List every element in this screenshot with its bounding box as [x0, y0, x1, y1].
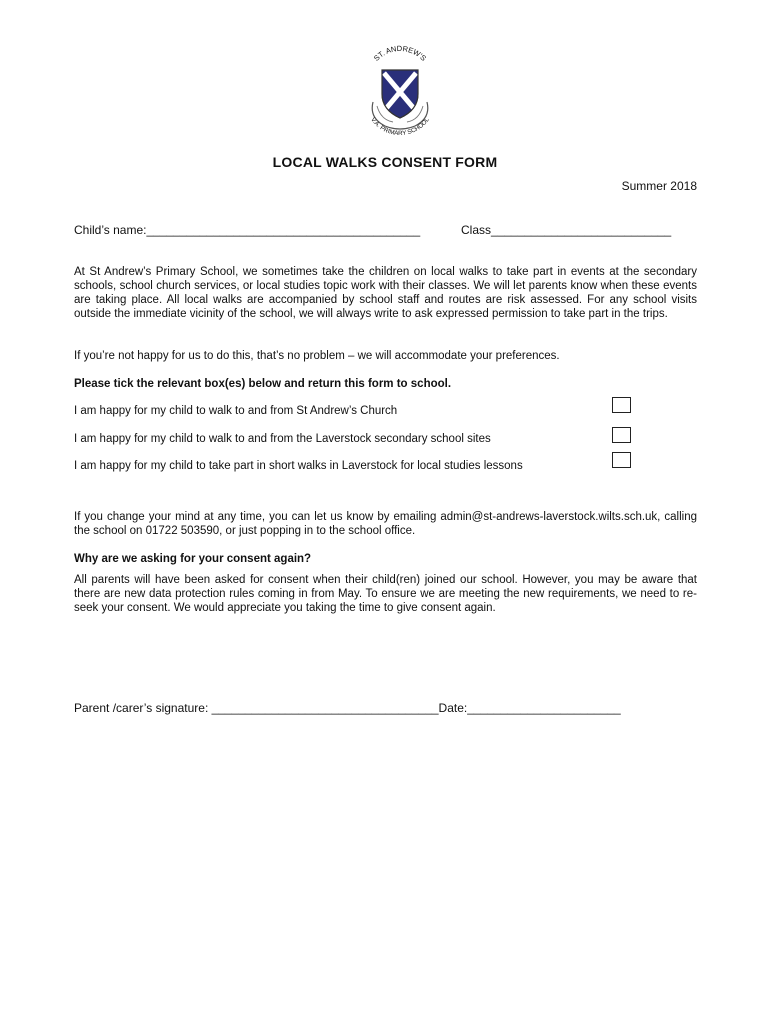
- intro-paragraph: At St Andrew’s Primary School, we sometimes take the children on local walks to take part in events at the secondary schools, school church services, or local studies topic work with their classes. We will let parents know when these events are taking place. All local walks are accompanied by school staff and routes are risk assessed. For any school visits outside the immediate vicinity of the school, we will always write to ask expressed permission to take part in the trips.: [74, 266, 697, 320]
- why-heading: Why are we asking for your consent again?: [74, 553, 312, 565]
- child-name-field[interactable]: [74, 223, 420, 237]
- option-local-studies-checkbox[interactable]: [612, 452, 631, 468]
- not-happy-paragraph: If you’re not happy for us to do this, that’s no problem – we will accommodate your preferences.: [74, 350, 560, 362]
- option-local-studies-label: I am happy for my child to take part in short walks in Laverstock for local studies lessons: [74, 460, 523, 472]
- form-title: LOCAL WALKS CONSENT FORM: [272, 154, 498, 170]
- signature-row: [74, 701, 621, 715]
- signature-line[interactable]: __________________________________: [211, 701, 439, 715]
- change-mind-paragraph: If you change your mind at any time, you can let us know by emailing admin@st-andrews-laverstock.wilts.sch.uk, calling the school on 01722 503590, or just popping in to the school office.: [74, 511, 697, 537]
- tick-instruction: Please tick the relevant box(es) below and return this form to school.: [74, 378, 452, 390]
- svg-text:ST. ANDREW'S: ST. ANDREW'S: [371, 43, 429, 63]
- class-field[interactable]: [461, 223, 671, 237]
- date-line[interactable]: _______________________: [467, 701, 621, 715]
- class-label: Class: [461, 223, 492, 237]
- school-crest-logo: [355, 40, 445, 140]
- why-paragraph: All parents will have been asked for consent when their child(ren) joined our school. However, you may be aware that there are new data protection rules coming in from May. To ensure we are meeting the new requirements, we need to re-seek your consent. We would appreciate you taking the time to give consent again.: [74, 574, 697, 614]
- signature-label: Parent /carer’s signature:: [74, 701, 212, 715]
- child-name-line[interactable]: _________________________________________: [146, 223, 421, 237]
- option-secondary-label: I am happy for my child to walk to and from the Laverstock secondary school sites: [74, 433, 491, 445]
- option-church-checkbox[interactable]: [612, 397, 631, 413]
- svg-text:V.A. PRIMARY SCHOOL: V.A. PRIMARY SCHOOL: [369, 116, 431, 138]
- child-name-label: Child’s name:: [74, 223, 147, 237]
- option-secondary-checkbox[interactable]: [612, 427, 631, 443]
- option-church-label: I am happy for my child to walk to and from St Andrew’s Church: [74, 405, 398, 417]
- class-line[interactable]: ___________________________: [491, 223, 672, 237]
- term-label: Summer 2018: [621, 179, 697, 193]
- date-label: Date:: [438, 701, 468, 715]
